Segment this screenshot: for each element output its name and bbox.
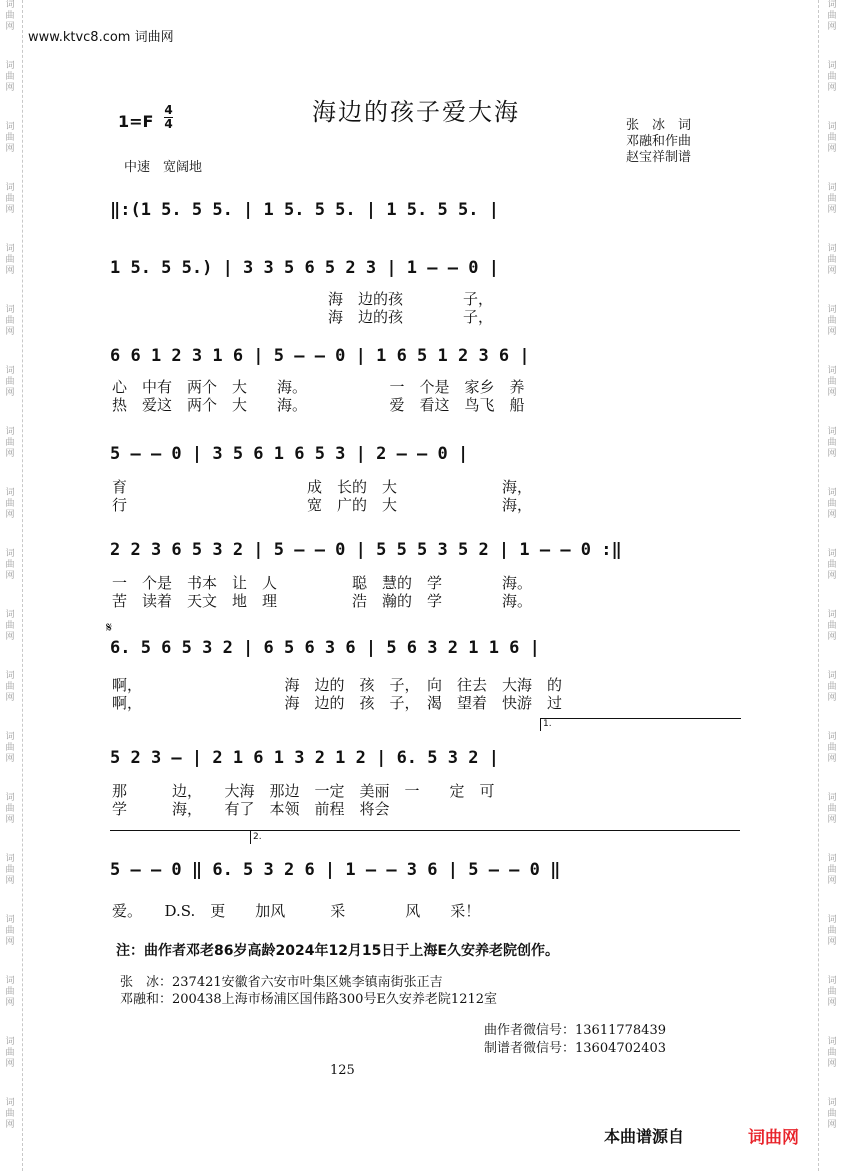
lyrics-verse-2: 苦 读着 天文 地 理 浩 瀚的 学 海。: [112, 592, 533, 610]
score-system-7: 5 2 3 – | 2 1 6 1 3 2 1 2 | 6. 5 3 2 |: [110, 748, 499, 768]
left-watermark-column: 词 曲 网 词 曲 网 词 曲 网 词 曲 网 词 曲 网 词 曲 网 词 曲 网 词 曲 网 词 曲 网 词 曲 网 词 曲 网 词 曲 网 词 曲 网 词 曲 网 词 曲 网 词 曲 网 词 曲 网 词 曲 网 词 曲 网: [5, 0, 15, 1130]
volta-1-bracket: [540, 718, 741, 731]
page-number: 125: [330, 1063, 355, 1078]
lyrics-system-4: [112, 478, 532, 514]
score-system-8: 5 – – 0 ‖ 6. 5 3 2 6 | 1 – – 3 6 | 5 – – 0 ‖: [110, 860, 561, 880]
wechat-block: [484, 1022, 666, 1058]
address-composer: 邓融和：200438上海市杨浦区国伟路300号E久安养老院1212室: [120, 992, 498, 1007]
wechat-arranger: 制谱者微信号：13604702403: [484, 1041, 666, 1056]
credit-arranger: 赵宝祥制谱: [626, 150, 692, 165]
tempo-marking: 中速 宽阔地: [124, 160, 203, 175]
lyrics-system-8: 爱。 D.S. 更 加风 采 风 采！: [112, 902, 481, 920]
lyrics-system-3: [112, 378, 525, 414]
score-system-6: 6. 5 6 5 3 2 | 6 5 6 3 6 | 5 6 3 2 1 1 6 |: [110, 638, 540, 658]
lyrics-system-7: [112, 782, 495, 818]
score-system-1: ‖:(1 5. 5 5. | 1 5. 5 5. | 1 5. 5 5. |: [110, 200, 499, 220]
address-block: [120, 974, 497, 1008]
lyrics-verse-2: 海 边的孩 子，: [328, 308, 494, 326]
score-system-2: 1 5. 5 5.) | 3 3 5 6 5 2 3 | 1 – – 0 |: [110, 258, 499, 278]
lyrics-verse-1: 一 个是 书本 让 人 聪 慧的 学 海。: [112, 574, 533, 592]
volta-2-bracket: [250, 830, 251, 844]
lyrics-verse-1: 育 成 长的 大 海，: [112, 478, 533, 496]
volta-1-label: 1.: [543, 719, 552, 729]
credit-lyricist: 张 冰 词: [626, 118, 692, 133]
score-system-4: 5 – – 0 | 3 5 6 1 6 5 3 | 2 – – 0 |: [110, 444, 469, 464]
site-header[interactable]: [28, 26, 174, 45]
lyrics-verse-2: 学 海， 有了 本领 前程 将会: [112, 800, 390, 818]
footnote: 注：曲作者邓老86岁高龄2024年12月15日于上海E久安养老院创作。: [116, 943, 559, 959]
volta-2-label: 2.: [253, 832, 262, 842]
lyrics-verse-1: 那 边， 大海 那边 一定 美丽 一 定 可: [112, 782, 495, 800]
site-name: 词曲网: [134, 30, 174, 45]
lyrics-system-2: [328, 290, 493, 326]
lyrics-verse-2: 啊， 海 边的 孩 子， 渴 望着 快游 过: [112, 694, 563, 712]
right-watermark-column: 词 曲 网 词 曲 网 词 曲 网 词 曲 网 词 曲 网 词 曲 网 词 曲 网 词 曲 网 词 曲 网 词 曲 网 词 曲 网 词 曲 网 词 曲 网 词 曲 网 词 曲 网 词 曲 网 词 曲 网 词 曲 网 词 曲 网: [827, 0, 837, 1130]
source-label: 本曲谱源自: [604, 1127, 685, 1146]
credits: [626, 118, 691, 166]
credit-composer: 邓融和作曲: [626, 134, 692, 149]
score-system-3: 6 6 1 2 3 1 6 | 5 – – 0 | 1 6 5 1 2 3 6 |: [110, 346, 530, 366]
wechat-composer: 曲作者微信号：13611778439: [484, 1023, 666, 1038]
lyrics-verse-2: 热 爱这 两个 大 海。 爱 看这 鸟飞 船: [112, 396, 525, 414]
time-signature: 4 4: [164, 103, 173, 131]
site-url[interactable]: www.ktvc8.com: [28, 30, 131, 45]
lyrics-verse-1: 啊， 海 边的 孩 子， 向 往去 大海 的: [112, 676, 563, 694]
segno-sign: 𝄋: [106, 620, 113, 636]
address-lyricist: 张 冰：237421安徽省六安市叶集区姚李镇南街张正吉: [120, 975, 443, 990]
lyrics-system-5: [112, 574, 532, 610]
lyrics-verse-1: 心 中有 两个 大 海。 一 个是 家乡 养: [112, 378, 525, 396]
lyrics-system-6: [112, 676, 562, 712]
lyrics-verse-2: 行 宽 广的 大 海，: [112, 496, 533, 514]
key-signature: 1=F: [118, 112, 154, 131]
system-8-top-rule: [110, 830, 740, 831]
score-system-5: 2 2 3 6 5 3 2 | 5 – – 0 | 5 5 5 3 5 2 | 1 – – 0 :‖: [110, 540, 622, 560]
lyrics-verse-1: 海 边的孩 子，: [328, 290, 494, 308]
song-title: 海边的孩子爱大海: [312, 98, 520, 126]
source-site-link[interactable]: 词曲网: [748, 1128, 799, 1148]
